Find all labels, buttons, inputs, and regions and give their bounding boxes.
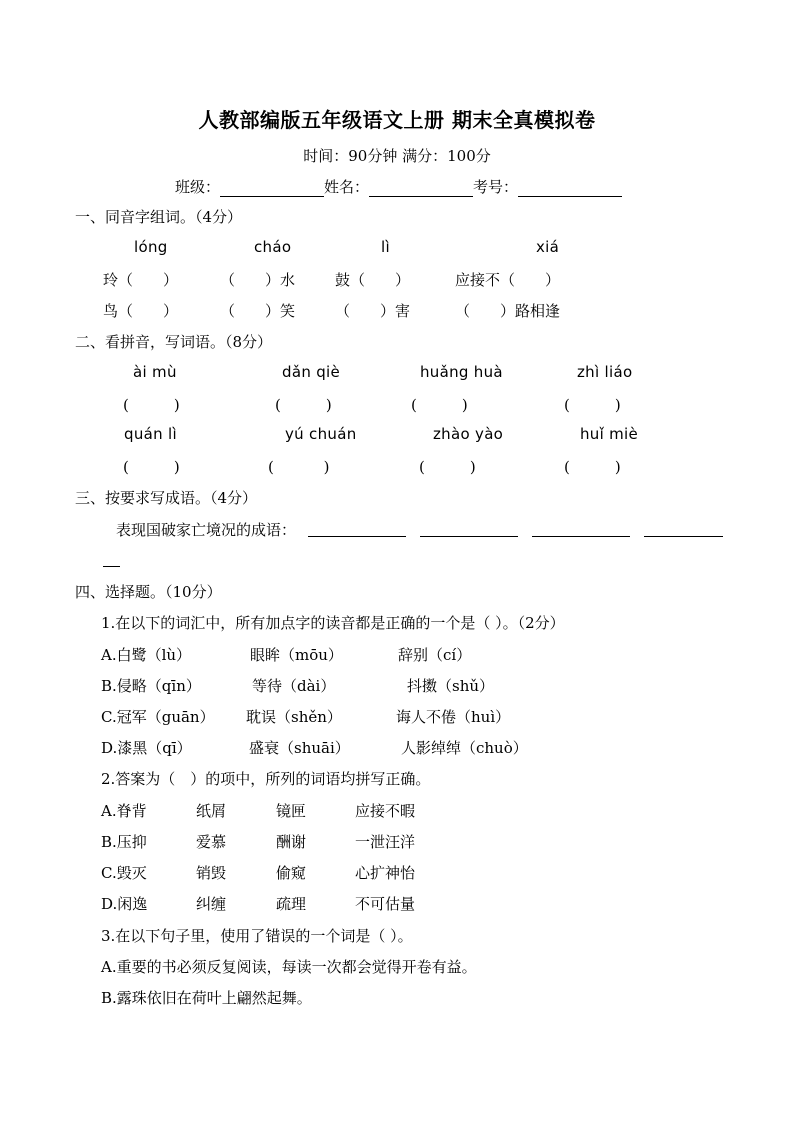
s3-blank-4[interactable] (644, 536, 723, 537)
q1-option-a3: 辞别（cí） (398, 646, 472, 664)
s2-pinyin-5: quán lì (124, 425, 177, 443)
q1-option-a2: 眼眸（mōu） (250, 646, 343, 664)
s3-prompt: 表现国破家亡境况的成语： (116, 521, 297, 539)
s1-row1-item3[interactable]: 鼓（ ） (335, 271, 411, 289)
s2-pinyin-4: zhì liáo (577, 363, 633, 381)
q2-option-b2: 爱慕 (196, 833, 227, 851)
q1-option-c1[interactable]: C.冠军（guān） (101, 708, 215, 726)
info-line (175, 176, 622, 197)
class-field[interactable] (220, 179, 324, 197)
q2-option-b4: 一泄汪洋 (355, 833, 416, 851)
q3-option-b[interactable]: B.露珠依旧在荷叶上翩然起舞。 (101, 989, 312, 1007)
s2-answer-1[interactable]: ( ) (123, 396, 180, 414)
s2-answer-5[interactable]: ( ) (123, 458, 180, 476)
q2-option-a2: 纸屑 (196, 802, 227, 820)
section-1-heading: 一、同音字组词。（4分） (75, 208, 243, 226)
s2-pinyin-8: huǐ miè (580, 425, 639, 443)
s2-pinyin-3: huǎng huà (420, 363, 503, 381)
q1-option-c3: 诲人不倦（huì） (396, 708, 511, 726)
q2-option-a4: 应接不暇 (355, 802, 416, 820)
s1-row1-item2[interactable]: （ ）水 (220, 271, 296, 289)
s1-row2-item3[interactable]: （ ）害 (335, 302, 411, 320)
s3-blank-3[interactable] (532, 536, 630, 537)
q1-option-b3: 抖擞（shǔ） (407, 677, 495, 695)
q2-option-c2: 销毁 (196, 864, 227, 882)
q2-option-b3: 酬谢 (276, 833, 307, 851)
exam-no-field[interactable] (518, 179, 622, 197)
exam-no-label: 考号： (473, 178, 519, 196)
s1-row2-item2[interactable]: （ ）笑 (220, 302, 296, 320)
q2-option-c4: 心扩神怡 (355, 864, 416, 882)
s1-pinyin-1: lóng (134, 238, 168, 256)
name-label: 姓名： (324, 178, 370, 196)
q2-option-a3: 镜匣 (276, 802, 307, 820)
q1-option-d3: 人影绰绰（chuò） (401, 739, 528, 757)
s1-row2-item4[interactable]: （ ）路相逢 (455, 302, 561, 320)
q2-option-d1[interactable]: D.闲逸 (101, 895, 148, 913)
section-2-heading: 二、看拼音，写词语。（8分） (75, 333, 273, 351)
s2-pinyin-6: yú chuán (285, 425, 357, 443)
s2-answer-2[interactable]: ( ) (275, 396, 332, 414)
s2-answer-8[interactable]: ( ) (564, 458, 621, 476)
q2-option-d4: 不可估量 (355, 895, 416, 913)
s3-blank-4-continued[interactable] (103, 566, 120, 567)
s1-pinyin-4: xiá (536, 238, 560, 256)
s2-pinyin-1: ài mù (133, 363, 177, 381)
q1-option-d2: 盛衰（shuāi） (249, 739, 350, 757)
s2-answer-7[interactable]: ( ) (419, 458, 476, 476)
exam-time-info: 时间：90分钟 满分：100分 (303, 147, 491, 165)
s2-pinyin-7: zhào yào (433, 425, 504, 443)
s2-pinyin-2: dǎn qiè (282, 363, 341, 381)
s2-answer-4[interactable]: ( ) (564, 396, 621, 414)
s1-pinyin-3: lì (381, 238, 390, 256)
q2-option-c3: 偷窥 (276, 864, 307, 882)
class-label: 班级： (175, 178, 221, 196)
s1-row1-item1[interactable]: 玲（ ） (103, 271, 179, 289)
section-4-heading: 四、选择题。（10分） (75, 583, 222, 601)
page-title: 人教部编版五年级语文上册 期末全真模拟卷 (198, 108, 596, 132)
q2-option-c1[interactable]: C.毁灭 (101, 864, 147, 882)
section-3-heading: 三、按要求写成语。（4分） (75, 489, 258, 507)
s2-answer-3[interactable]: ( ) (411, 396, 468, 414)
s3-blank-2[interactable] (420, 536, 518, 537)
q1-option-b1[interactable]: B.侵略（qīn） (101, 677, 201, 695)
s1-pinyin-2: cháo (254, 238, 292, 256)
q1-option-c2: 耽误（shěn） (246, 708, 342, 726)
q1-option-a1[interactable]: A.白鹭（lù） (101, 646, 192, 664)
q2-option-a1[interactable]: A.脊背 (101, 802, 147, 820)
q1-option-b2: 等待（dài） (252, 677, 336, 695)
q2-option-d2: 纠缠 (196, 895, 227, 913)
q2-option-b1[interactable]: B.压抑 (101, 833, 147, 851)
q1-text: 1.在以下的词汇中，所有加点字的读音都是正确的一个是（ ）。（2分） (101, 614, 565, 632)
name-field[interactable] (369, 179, 473, 197)
s1-row2-item1[interactable]: 鸟（ ） (103, 302, 179, 320)
q3-option-a[interactable]: A.重要的书必须反复阅读，每读一次都会觉得开卷有益。 (101, 958, 477, 976)
s3-blank-1[interactable] (308, 536, 406, 537)
q1-option-d1[interactable]: D.漆黑（qī） (101, 739, 192, 757)
s1-row1-item4[interactable]: 应接不（ ） (455, 271, 561, 289)
q2-text: 2.答案为（ ）的项中，所列的词语均拼写正确。 (101, 770, 431, 788)
s2-answer-6[interactable]: ( ) (268, 458, 330, 476)
q3-text: 3.在以下句子里，使用了错误的一个词是（ ）。 (101, 927, 413, 945)
q2-option-d3: 疏理 (276, 895, 307, 913)
